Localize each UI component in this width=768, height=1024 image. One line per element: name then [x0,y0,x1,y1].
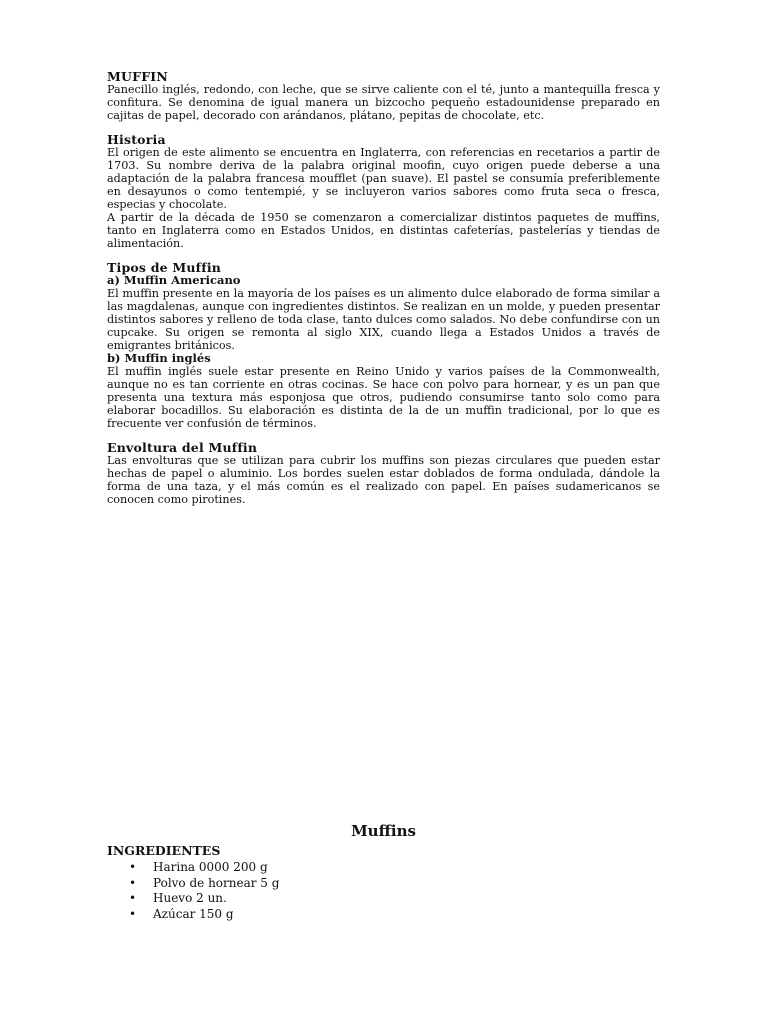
recipe-title: Muffins [351,822,416,840]
tipos-a-title: a) Muffin Americano [107,273,241,287]
historia-title: Historia [107,132,166,147]
list-item [107,891,660,907]
tipos-title: Tipos de Muffin [107,260,222,275]
bullet-icon: • [129,891,137,905]
historia-paragraph-1: El origen de este alimento se encuentra en Inglaterra, con referencias en recetarios a partir de 1703. Su nombre deriva de la palabra original moofin, cuyo origen puede deberse a una adaptación de la palabra francesa moufflet (pan suave). El pastel se consumía preferiblemente en desayunos o como tentempié, y se incluyeron varios sabores como fruta seca o fresca, especias y chocolate. [107,146,660,211]
ingredient-label: Huevo 2 un. [153,891,227,905]
tipos-b-text: El muffin inglés suele estar presente en Reino Unido y varios países de la Commonwealth, aunque no es tan corriente en otras cocinas. Se hace con polvo para hornear, y es un pan que presenta una textura más esponjosa que otros, pudiendo consumirse tanto solo como para elaborar bocadillos. Su elaboración es distinta de la de un muffin tradicional, por lo que es frecuente ver confusión de términos. [107,365,660,430]
bullet-icon: • [129,875,137,890]
list-item [107,876,660,892]
ingredients-title: INGREDIENTES [107,843,221,858]
envoltura-title: Envoltura del Muffin [107,440,258,455]
bullet-icon: • [129,906,137,921]
recipe-section [107,822,660,922]
ingredient-label: Polvo de hornear 5 g [153,875,280,890]
tipos-b-title: b) Muffin inglés [107,351,211,365]
intro-section [107,70,660,122]
envoltura-text: Las envolturas que se utilizan para cubrir los muffins son piezas circulares que pueden estar hechas de papel o aluminio. Los bordes suelen estar doblados de forma ondulada, dándole la forma de una taza, y el más común es el realizado con papel. En países sudamericanos se conocen como pirotines. [107,454,660,506]
ingredient-label: Harina 0000 200 g [153,860,268,874]
ingredients-list [107,860,660,922]
list-item [107,860,660,876]
tipos-a-text: El muffin presente en la mayoría de los países es un alimento dulce elaborado de forma similar a las magdalenas, aunque con ingredientes distintos. Se realizan en un molde, y pueden presentar distintos sabores y relleno de toda clase, tanto dulces como salados. No debe confundirse con un cupcake. Su origen se remonta al siglo XIX, cuando llega a Estados Unidos a través de emigrantes británicos. [107,287,660,352]
historia-section [107,133,660,250]
historia-paragraph-2: A partir de la década de 1950 se comenzaron a comercializar distintos paquetes de muffins, tanto en Inglaterra como en Estados Unidos, en distintas cafeterías, pastelerías y tiendas de alimentación. [107,211,660,250]
intro-text: Panecillo inglés, redondo, con leche, que se sirve caliente con el té, junto a mantequilla fresca y confitura. Se denomina de igual manera un bizcocho pequeño estadounidense preparado en cajitas de papel, decorado con arándanos, plátano, pepitas de chocolate, etc. [107,83,660,122]
tipos-section [107,261,660,430]
list-item [107,907,660,923]
ingredient-label: Azúcar 150 g [153,906,234,921]
document-body [107,70,660,517]
intro-title: MUFFIN [107,69,168,84]
bullet-icon: • [129,860,137,874]
envoltura-section [107,441,660,506]
